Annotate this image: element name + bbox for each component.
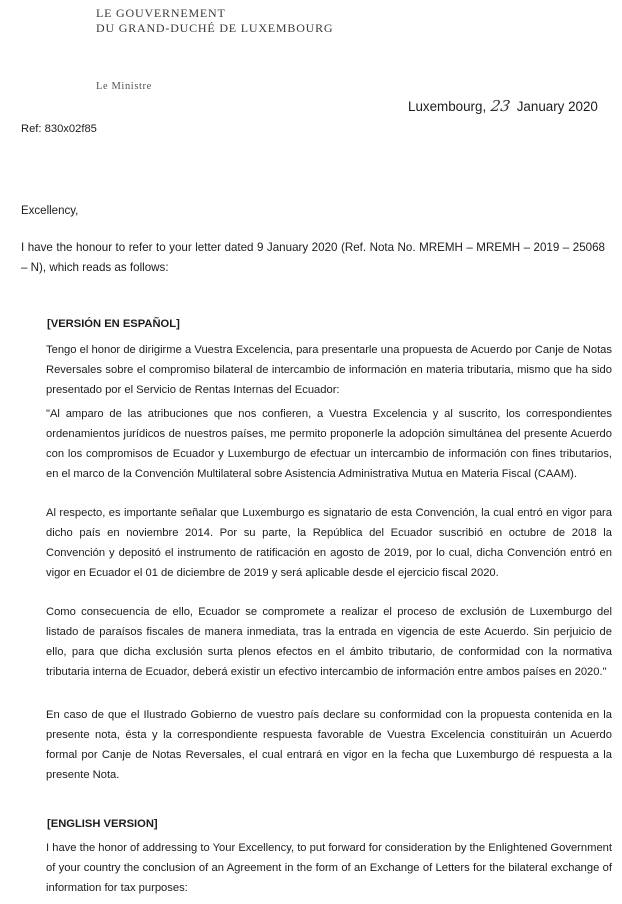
- date-day-handwritten: 23: [489, 97, 512, 115]
- salutation: Excellency,: [21, 205, 79, 217]
- intro-paragraph: I have the honour to refer to your letter dated 9 January 2020 (Ref. Nota No. MREMH – MREMH – 2019 – 25068 – N), which reads as follows:: [21, 241, 605, 274]
- spanish-paragraph-2: "Al amparo de las atribuciones que nos confieren, a Vuestra Excelencia y al suscrito, los correspondientes ordenamientos jurídicos de nuestros países, me permito proponerle la adopción simultánea del presente Acuerdo con los compromisos de Ecuador y Luxemburgo de efectuar un intercambio de información con fines tributarios, en el marco de la Convención Multilateral sobre Asistencia Administrativa Mutua en Materia Fiscal (CAAM).: [46, 408, 612, 480]
- letterhead-line-1: LE GOUVERNEMENT: [96, 6, 226, 20]
- letterhead: [96, 6, 333, 36]
- spanish-paragraph-1: Tengo el honor de dirigirme a Vuestra Excelencia, para presentarle una propuesta de Acuerdo por Canje de Notas Reversales sobre el compromiso bilateral de intercambio de información en materia tributaria, mismo que ha sido presentado por el Servicio de Rentas Internas del Ecuador:: [46, 344, 612, 396]
- english-paragraph-1: I have the honor of addressing to Your Excellency, to put forward for consideration by the Enlightened Government of your country the conclusion of an Agreement in the form of an Exchange of Letters for the bilateral exchange of information for tax purposes:: [46, 842, 612, 894]
- english-version-heading: [ENGLISH VERSION]: [47, 818, 158, 830]
- letterhead-office: Le Ministre: [96, 81, 152, 92]
- spanish-paragraph-5: En caso de que el Ilustrado Gobierno de vuestro país declare su conformidad con la propuesta contenida en la presente nota, ésta y la correspondiente respuesta favorable de Vuestra Excelencia constituirán un Acuerdo formal por Canje de Notas Reversales, el cual entrará en vigor en la fecha que Luxemburgo dé respuesta a la presente Nota.: [46, 709, 612, 781]
- spanish-paragraph-4: Como consecuencia de ello, Ecuador se compromete a realizar el proceso de exclusión de Luxemburgo del listado de paraísos fiscales de manera inmediata, tras la entrada en vigencia de este Acuerdo. Sin perjuicio de ello, para que dicha exclusión surta plenos efectos en el ámbito tributario, de conformidad con la normativa tributaria interna de Ecuador, deberá existir un efectivo intercambio de información entre ambos países en 2020.": [46, 606, 612, 678]
- date-place: Luxembourg,: [408, 99, 487, 114]
- reference-number: Ref: 830x02f85: [21, 123, 97, 135]
- letterhead-line-2: DU GRAND-DUCHÉ DE LUXEMBOURG: [96, 21, 334, 35]
- letter-date: [408, 97, 598, 115]
- spanish-paragraph-3: Al respecto, es importante señalar que Luxemburgo es signatario de esta Convención, la cual entró en vigor para dicho país en noviembre 2014. Por su parte, la República del Ecuador suscribió en octubre de 2018 la Convención y depositó el instrumento de ratificación en agosto de 2019, por lo cual, dicha Convención entró en vigor en Ecuador el 01 de diciembre de 2019 y será aplicable desde el ejercicio fiscal 2020.: [46, 507, 612, 579]
- spanish-version-heading: [VERSIÓN EN ESPAÑOL]: [47, 318, 180, 330]
- date-month-year: January 2020: [516, 99, 598, 114]
